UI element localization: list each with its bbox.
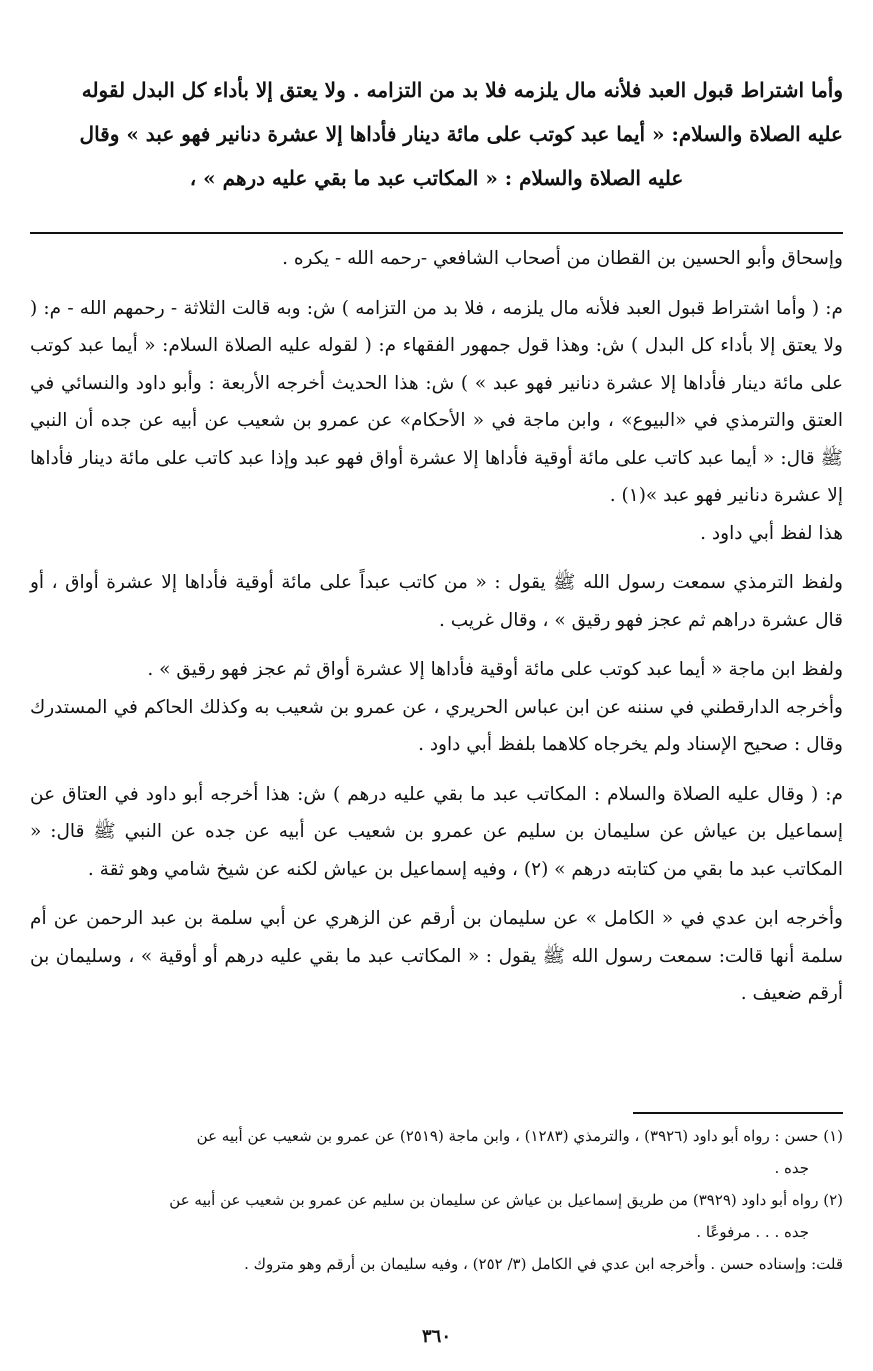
commentary-paragraph: وأخرجه ابن عدي في « الكامل » عن سليمان بن أرقم عن الزهري عن أبي سلمة بن عبد الرحمن عن أم سلمة أنها قالت: سمعت رسول الله ﷺ يقول : « المكاتب عبد ما بقي عليه درهم أو أوقية » ، وسليمان بن أرقم ضعيف . (30, 908, 843, 1004)
page-number: ٣٦٠ (421, 1326, 451, 1347)
commentary-paragraph: وإسحاق وأبو الحسين بن القطان من أصحاب الشافعي -رحمه الله - يكره . (282, 248, 843, 269)
footnotes-divider (633, 1112, 843, 1114)
main-text-line: عليه الصلاة والسلام : « المكاتب عبد ما بقي عليه درهم » ، (189, 166, 684, 190)
footnote-line: جده . . . مرفوعًا . (696, 1223, 809, 1241)
commentary (30, 240, 843, 1025)
main-text-line: عليه الصلاة والسلام: « أيما عبد كوتب على مائة دينار فأداها إلا عشرة دنانير فهو عبد » وقال (79, 122, 843, 146)
commentary-paragraph: ولفظ الترمذي سمعت رسول الله ﷺ يقول : « من كاتب عبداً على مائة أوقية فأداها إلا عشرة أواق ، أو قال عشرة دراهم ثم عجز فهو رقيق » ، وقال غريب . (30, 572, 843, 631)
commentary-paragraph: م: ( وقال عليه الصلاة والسلام : المكاتب عبد ما بقي عليه درهم ) ش: هذا أخرجه أبو داود في العتاق عن إسماعيل بن عياش عن سليمان بن سليم عن عمرو بن شعيب عن أبيه عن جده عن النبي ﷺ قال: « المكاتب عبد ما بقي من كتابته درهم » (٢) ، وفيه إسماعيل بن عياش لكنه عن شيخ شامي وهو ثقة . (30, 783, 843, 880)
footnotes (30, 1120, 843, 1280)
footnote-line: (١) حسن : رواه أبو داود (٣٩٢٦) ، والترمذي (١٢٨٣) ، وابن ماجة (٢٥١٩) عن عمرو بن شعيب عن أبيه عن (196, 1127, 843, 1145)
footnote-line: (٢) رواه أبو داود (٣٩٢٩) من طريق إسماعيل بن عياش عن سليمان بن سليم عن عمرو بن شعيب عن أبيه عن (169, 1191, 843, 1209)
main-text-line: وأما اشتراط قبول العبد فلأنه مال يلزمه فلا بد من التزامه . ولا يعتق إلا بأداء كل البدل لقوله (81, 78, 843, 102)
commentary-paragraph: وأخرجه الدارقطني في سننه عن ابن عباس الحريري ، عن عمرو بن شعيب به وكذلك الحاكم في المستدرك وقال : صحيح الإسناد ولم يخرجاه كلاهما بلفظ أبي داود . (30, 696, 843, 755)
footnote-line: جده . (774, 1159, 809, 1177)
commentary-paragraph: هذا لفظ أبي داود . (700, 522, 843, 544)
commentary-paragraph: ولفظ ابن ماجة « أيما عبد كوتب على مائة أوقية فأداها إلا عشرة أواق ثم عجز فهو رقيق » . (147, 659, 843, 680)
commentary-paragraph: م: ( وأما اشتراط قبول العبد فلأنه مال يلزمه ، فلا بد من التزامه ) ش: وبه قالت الثلاثة - رحمهم الله - م: ( ولا يعتق إلا بأداء كل البدل ) ش: وهذا قول جمهور الفقهاء م: ( لقوله عليه الصلاة السلام: « أيما عبد كوتب على مائة دينار فأداها إلا عشرة دنانير فهو عبد » ) ش: هذا الحديث أخرجه الأربعة : وأبو داود والنسائي في العتق والترمذي في «البيوع» ، وابن ماجة في « الأحكام» عن عمرو بن شعيب عن أبيه عن جده أن النبي ﷺ قال: « أيما عبد كاتب على مائة أوقية فأداها إلا عشرة أواق فهو عبد وإذا عبد كاتب على مائة دينار فأداها إلا عشرة دنانير فهو عبد »(١) . (30, 297, 843, 506)
main-text (30, 68, 843, 200)
commentary-divider (30, 232, 843, 234)
footnote-line: قلت: وإسناده حسن . وأخرجه ابن عدي في الكامل (٣/ ٢٥٢) ، وفيه سليمان بن أرقم وهو متروك . (244, 1255, 843, 1273)
